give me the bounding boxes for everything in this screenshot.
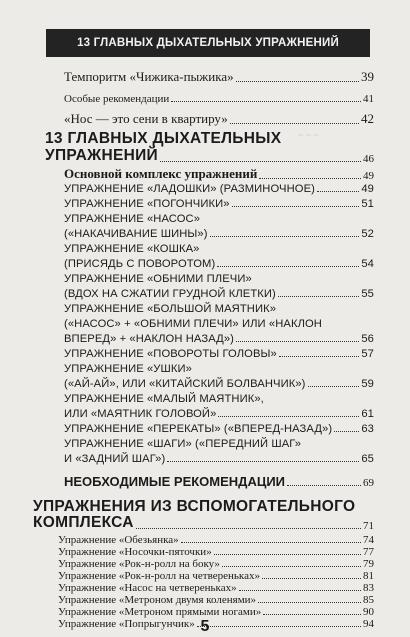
toc-entry-page: 77 (363, 546, 374, 558)
toc-entry[interactable] (58, 534, 374, 546)
toc-entry-label: Упражнение «Рок-н-ролл на четвереньках» (58, 570, 260, 582)
toc-entry-page: 85 (363, 594, 374, 606)
section-title (45, 130, 281, 147)
leader-dots (258, 602, 361, 603)
toc-entry[interactable] (64, 288, 374, 300)
toc-entry[interactable] (64, 166, 374, 182)
toc-entry-page: 52 (361, 228, 374, 240)
toc-entry-label: (ВДОХ НА СЖАТИИ ГРУДНОЙ КЛЕТКИ) (64, 288, 276, 300)
toc-entry[interactable] (58, 606, 374, 618)
leader-dots (278, 296, 359, 297)
leader-dots (230, 123, 359, 124)
toc-entry-label: Особые рекомендации (64, 93, 170, 105)
leader-dots (279, 356, 360, 357)
toc-entry[interactable] (64, 111, 374, 127)
toc-entry-line: («НАСОС» + «ОБНИМИ ПЛЕЧИ» ИЛИ «НАКЛОН (64, 318, 322, 330)
toc-entry-label: Упражнение «Насос на четвереньках» (58, 582, 237, 594)
toc-entry[interactable] (64, 258, 374, 270)
toc-entry-label: УПРАЖНЕНИЕ «ПЕРЕКАТЫ» («ВПЕРЕД-НАЗАД») (64, 423, 333, 435)
toc-entry-page: 65 (361, 453, 374, 465)
leader-dots (287, 485, 361, 486)
section-title-entry[interactable] (33, 514, 374, 532)
toc-entry-label: (ПРИСЯДЬ С ПОВОРОТОМ) (64, 258, 216, 270)
toc-entry[interactable] (64, 333, 374, 345)
leader-dots (259, 178, 361, 179)
toc-entry-page: 39 (361, 69, 374, 84)
section-title (33, 498, 355, 515)
toc-entry-line: УПРАЖНЕНИЕ «МАЛЫЙ МАЯТНИК», (64, 393, 264, 405)
toc-entry-page: 41 (363, 93, 374, 105)
leader-dots (214, 554, 361, 555)
toc-entry-page: 55 (361, 288, 374, 300)
leader-dots (308, 386, 360, 387)
leader-dots (160, 161, 361, 162)
page-number: 5 (200, 618, 210, 635)
toc-entry-label: Упражнение «Носочки-пяточки» (58, 546, 212, 558)
toc-entry-page: 57 (361, 348, 374, 360)
leader-dots (136, 528, 361, 529)
leader-dots (236, 341, 359, 342)
leader-dots (262, 578, 361, 579)
leader-dots (239, 590, 361, 591)
toc-entry-page: 42 (361, 111, 374, 126)
toc-entry-page: 51 (361, 198, 374, 210)
toc-entry-label: УПРАЖНЕНИЕ «ПОВОРОТЫ ГОЛОВЫ» (64, 348, 277, 360)
toc-entry-page: 46 (363, 153, 374, 165)
toc-entry-page: 63 (361, 423, 374, 435)
toc-entry-label: Упражнение «Метроном двумя коленями» (58, 594, 257, 606)
toc-entry[interactable] (58, 570, 374, 582)
toc-entry-label: УПРАЖНЕНИЕ «ПОГОНЧИКИ» (64, 198, 230, 210)
toc-entry-page: 83 (363, 582, 374, 594)
toc-entry-label: («НАКАЧИВАНИЕ ШИНЫ») (64, 228, 208, 240)
toc-entry[interactable] (64, 228, 374, 240)
toc-entry[interactable] (64, 183, 374, 195)
toc-entry-line: УПРАЖНЕНИЕ «КОШКА» (64, 243, 200, 255)
toc-entry-label: Упражнение «Метроном прямыми ногами» (58, 606, 262, 618)
toc-entry-line: УПРАЖНЕНИЕ «УШКИ» (64, 363, 192, 375)
toc-entry-page: 94 (363, 618, 374, 630)
toc-entry[interactable] (64, 348, 374, 360)
toc-entry-page: 54 (361, 258, 374, 270)
toc-entry-label: Упражнение «Обезьянка» (58, 534, 179, 546)
section-title-line: 13 ГЛАВНЫХ ДЫХАТЕЛЬНЫХ (45, 130, 282, 147)
bleed-through-text: ~ ~ ~ (298, 130, 319, 140)
toc-entry-page: 61 (361, 408, 374, 420)
toc-entry-label: Основной комплекс упражнений (64, 166, 258, 181)
toc-entry-label: И «ЗАДНИЙ ШАГ») (64, 453, 166, 465)
toc-entry-label: («АЙ-АЙ», ИЛИ «КИТАЙСКИЙ БОЛВАНЧИК») (64, 378, 306, 390)
toc-entry-page: 56 (361, 333, 374, 345)
toc-entry[interactable] (64, 198, 374, 210)
toc-entry[interactable] (64, 378, 374, 390)
section-title-line: УПРАЖНЕНИЙ (45, 147, 158, 164)
leader-dots (217, 266, 359, 267)
toc-entry-page: 74 (363, 534, 374, 546)
toc-entry-line: УПРАЖНЕНИЕ «НАСОС» (64, 213, 201, 225)
leader-dots (222, 566, 361, 567)
toc-entry-line: УПРАЖНЕНИЕ «БОЛЬШОЙ МАЯТНИК» (64, 303, 277, 315)
leader-dots (171, 101, 361, 102)
section-title-line: УПРАЖНЕНИЯ ИЗ ВСПОМОГАТЕЛЬНОГО (33, 498, 356, 515)
toc-entry-page: 79 (363, 558, 374, 570)
toc-entry[interactable] (64, 93, 374, 105)
leader-dots (181, 542, 361, 543)
leader-dots (210, 236, 360, 237)
section-title-line: КОМПЛЕКСА (33, 514, 134, 531)
toc-entry-label: ВПЕРЕД» + «НАКЛОН НАЗАД») (64, 333, 234, 345)
toc-entry-line: УПРАЖНЕНИЕ «ОБНИМИ ПЛЕЧИ» (64, 273, 252, 285)
toc-entry-page: 90 (363, 606, 374, 618)
toc-entry[interactable] (64, 453, 374, 465)
toc-entry[interactable] (64, 69, 374, 85)
toc-entry-label: НЕОБХОДИМЫЕ РЕКОМЕНДАЦИИ (64, 474, 286, 489)
leader-dots (218, 416, 359, 417)
toc-entry-page: 49 (361, 183, 374, 195)
leader-dots (263, 614, 361, 615)
toc-entry-page: 59 (361, 378, 374, 390)
toc-entry-label: Темпоритм «Чижика-пыжика» (64, 69, 234, 84)
toc-entry-label: «Нос — это сени в квартиру» (64, 111, 228, 126)
toc-entry-page: 49 (363, 170, 374, 182)
leader-dots (232, 206, 360, 207)
section-title-entry[interactable] (45, 147, 374, 165)
leader-dots (167, 461, 359, 462)
toc-entry-label: УПРАЖНЕНИЕ «ЛАДОШКИ» (РАЗМИНОЧНОЕ) (64, 183, 315, 195)
toc-entry-label: Упражнение «Попрыгунчик» (58, 618, 195, 630)
leader-dots (334, 431, 359, 432)
toc-entry-page: 71 (363, 520, 374, 532)
toc-entry[interactable] (64, 474, 374, 489)
toc-entry[interactable] (58, 582, 374, 594)
toc-entry[interactable] (64, 408, 374, 420)
toc-entry-page: 81 (363, 570, 374, 582)
toc-entry[interactable] (58, 594, 374, 606)
leader-dots (317, 191, 359, 192)
toc-entry-page: 69 (363, 477, 374, 489)
running-header-title: 13 ГЛАВНЫХ ДЫХАТЕЛЬНЫХ УПРАЖНЕНИЙ (77, 37, 339, 49)
toc-entry[interactable] (58, 546, 374, 558)
toc-entry-label: ИЛИ «МАЯТНИК ГОЛОВОЙ» (64, 408, 217, 420)
toc-entry[interactable] (64, 423, 374, 435)
toc-entry-label: Упражнение «Рок-н-ролл на боку» (58, 558, 220, 570)
toc-entry-line: УПРАЖНЕНИЕ «ШАГИ» («ПЕРЕДНИЙ ШАГ» (64, 438, 302, 450)
toc-entry[interactable] (58, 558, 374, 570)
leader-dots (236, 81, 359, 82)
